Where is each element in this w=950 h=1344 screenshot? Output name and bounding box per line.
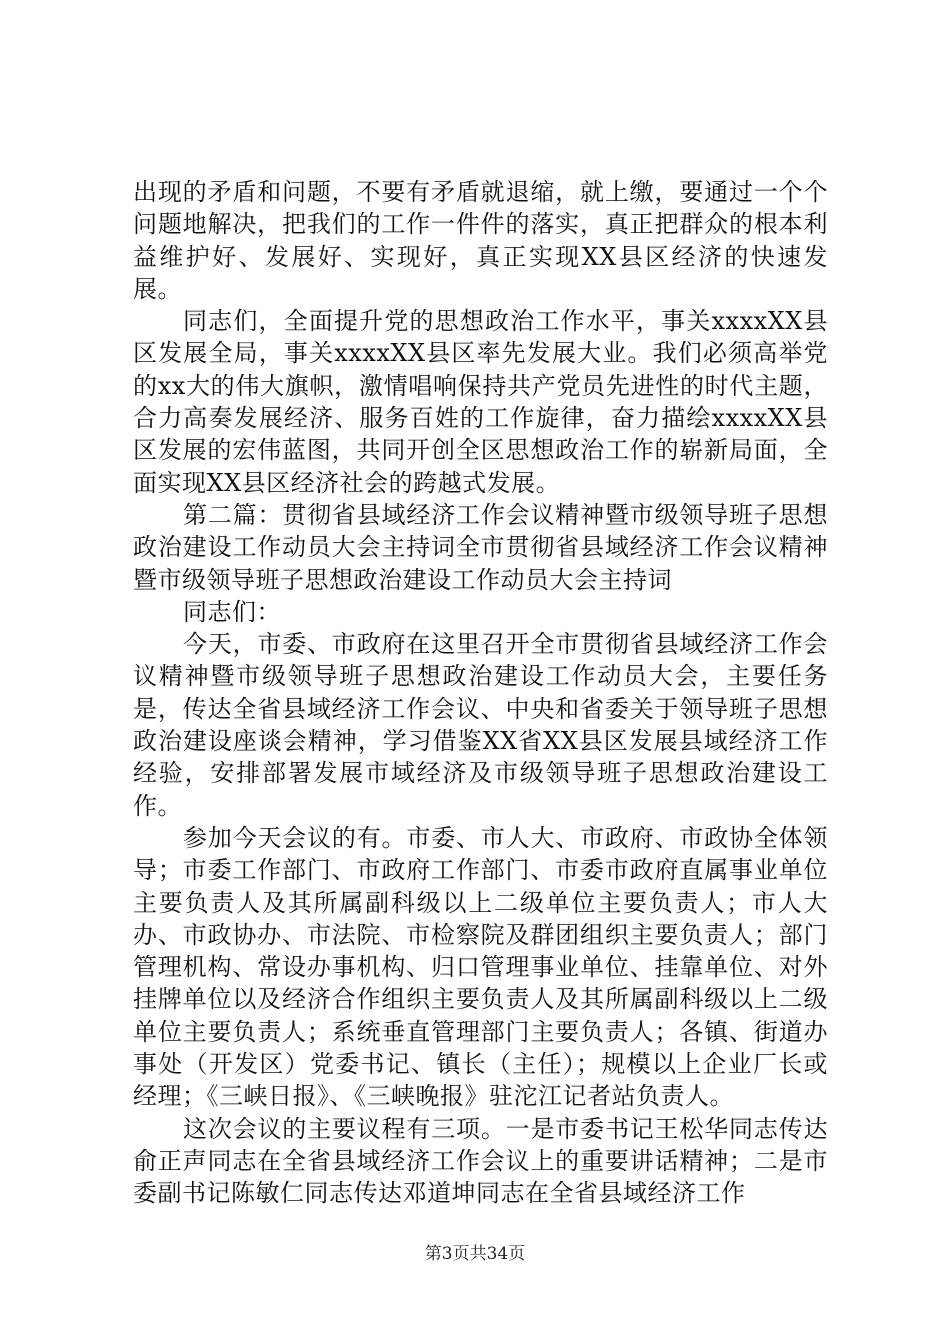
total-pages: 共34页 [469, 1244, 526, 1264]
document-body [133, 176, 828, 1210]
paragraph-continuation: 出现的矛盾和问题，不要有矛盾就退缩，就上缴，要通过一个个问题地解决，把我们的工作一件件的落实，真正把群众的根本利益维护好、发展好、实现好，真正实现XX县区经济的快速发展。 [133, 178, 828, 303]
paragraph-section-title: 第二篇：贯彻省县域经济工作会议精神暨市级领导班子思想政治建设工作动员大会主持词全市贯彻省县域经济工作会议精神暨市级领导班子思想政治建设工作动员大会主持词 [133, 500, 828, 594]
paragraph-meeting-purpose: 今天，市委、市政府在这里召开全市贯彻省县域经济工作会议精神暨市级领导班子思想政治建设工作动员大会，主要任务是，传达全省县域经济工作会议、中央和省委关于领导班子思想政治建设座谈会精神，学习借鉴XX省XX县区发展县域经济工作经验，安排部署发展市域经济及市级领导班子思想政治建设工作。 [133, 630, 828, 820]
page-number: 第3页 [424, 1244, 470, 1264]
page-footer [0, 1243, 950, 1265]
paragraph-salutation: 同志们： [183, 597, 281, 626]
paragraph-attendees: 参加今天会议的有。市委、市人大、市政府、市政协全体领导；市委工作部门、市政府工作部门、市委市政府直属事业单位主要负责人及其所属副科级以上二级单位主要负责人；市人大办、市政协办、市法院、市检察院及群团组织主要负责人；部门管理机构、常设办事机构、归口管理事业单位、挂靠单位、对外挂牌单位以及经济合作组织主要负责人及其所属副科级以上二级单位主要负责人；系统垂直管理部门主要负责人；各镇、街道办事处（开发区）党委书记、镇长（主任）；规模以上企业厂长或经理；《三峡日报》、《三峡晚报》驻沱江记者站负责人。 [133, 823, 828, 1111]
paragraph-summary: 同志们，全面提升党的思想政治工作水平，事关xxxxXX县区发展全局，事关xxxxXX县区率先发展大业。我们必须高举党的xx大的伟大旗帜，激情唱响保持共产党员先进性的时代主题，合力高奏发展经济、服务百姓的工作旋律，奋力描绘xxxxXX县区发展的宏伟蓝图，共同开创全区思想政治工作的崭新局面，全面实现XX县区经济社会的跨越式发展。 [133, 307, 828, 497]
paragraph-agenda: 这次会议的主要议程有三项。一是市委书记王松华同志传达俞正声同志在全省县域经济工作会议上的重要讲话精神；二是市委副书记陈敏仁同志传达邓道坤同志在全省县域经济工作 [133, 1114, 828, 1208]
